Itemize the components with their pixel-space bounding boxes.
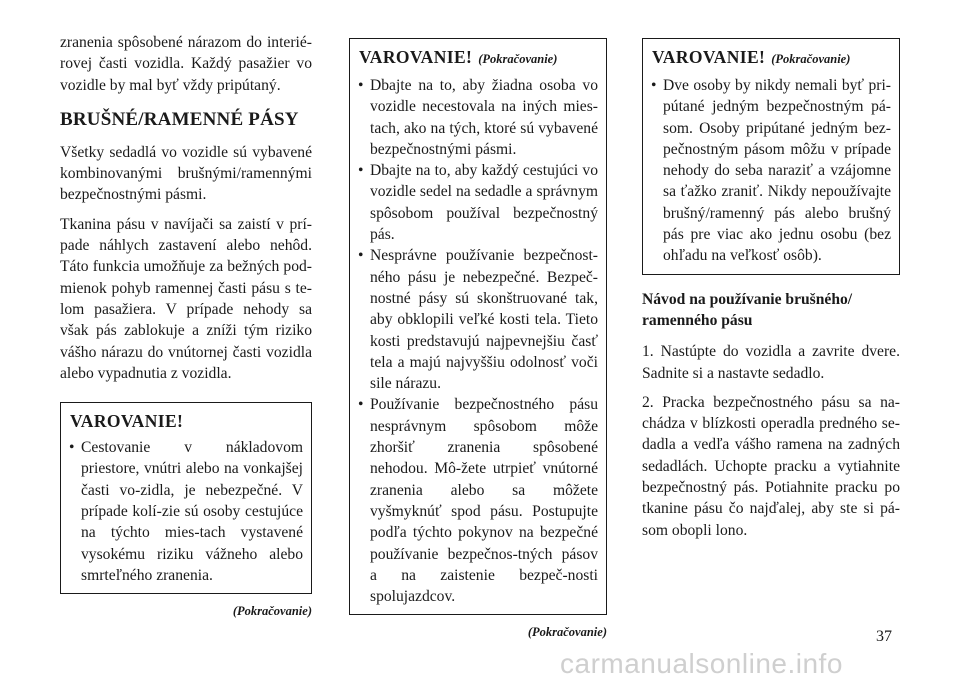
warning-item: • Používanie bezpečnostného pásu nesprávnym spôsobom môže zhoršiť zranenia spôsobené nehodou. Mô-žete utrpieť vnútorné zranenia alebo sa môžete vyšmyknúť spod pásu. Postupujte podľa týchto pokynov na bezpečné používanie bezpečnos-tných pásov a na zaistenie bezpeč-nosti spolujazdcov. [359,394,598,607]
warning-list [359,75,598,607]
instructions-subheading: Návod na používanie brušného/ ramenného pásu [642,290,853,329]
warning-title [652,45,891,71]
column-left [60,32,312,619]
warning-continued-label: (Pokračovanie) [771,52,851,66]
warning-continued-label: (Pokračovanie) [478,52,558,66]
step-1-paragraph: 1. Nastúpte do vozidla a zavrite dvere. Sadnite si a nastavte sedadlo. [642,343,900,382]
warning-title-text: VAROVANIE! [652,47,766,67]
warning-item: • Nesprávne používanie bezpečnost-ného pásu je nebezpečné. Bezpeč-nostné pásy sú skonštruované tak, aby obklopili veľké kosti tela. Tieto kosti predstavujú najpevnejšiu časť tela a majú najvyššiu odolnosť voči sile nárazu. [359,245,598,394]
paragraph-seats: Všetky sedadlá vo vozidle sú vybavené kombinovanými brušnými/ramennými bezpečnostnými pásmi. [60,143,312,204]
step-2-paragraph: 2. Pracka bezpečnostného pásu sa na-chádza v blízkosti operadla predného se-dadla a vedľa vášho ramena na zadných sedadlách. Uchopte pracku a vytiahnite bezpečnostný pás. Potiahnite pracku po tkanine pásu čo najďalej, aby ste si pá-som obopli lono. [642,393,900,539]
warning-box [60,402,312,594]
warning-list [652,75,891,267]
warning-title-text: VAROVANIE! [359,47,473,67]
page-number: 37 [876,628,892,645]
warning-item: • Cestovanie v nákladovom priestore, vnútri alebo na vonkajšej časti vo-zidla, je nebezpečné. V prípade kolí-zie sú osoby cestujúce na týchto mies-tach vystavené vysokému riziku vážneho alebo smrteľného zranenia. [70,437,303,586]
intro-paragraph: zranenia spôsobené nárazom do interié-rovej časti vozidla. Každý pasažier vo vozidle by mal byť vždy pripútaný. [60,34,312,94]
column-middle [349,38,607,640]
warning-title: VAROVANIE! [70,411,184,432]
paragraph-retractor: Tkanina pásu v navíjači sa zaistí v prí-pade náhlych zastavení alebo nehôd. Táto funkcia umožňuje za bežných pod-mienok pohyb ramennej časti pásu s te-lom pasažiera. V prípade nehody sa však pás zablokuje a zníži tým riziko vášho nárazu do vnútornej časti vozidla alebo vypadnutia z vozidla. [60,215,312,382]
column-right [642,38,900,541]
warning-item: • Dbajte na to, aby žiadna osoba vo vozidle necestovala na iných mies-tach, ako na tých, ktoré sú vybavené bezpečnostnými pásmi. [359,75,598,160]
warning-title [359,45,598,71]
continued-note: (Pokračovanie) [527,625,607,640]
section-heading: BRUŠNÉ/RAMENNÉ PÁSY [60,108,299,130]
warning-list [70,437,303,586]
watermark-text: carmanualsonline.info [560,648,843,679]
warning-box [349,38,607,615]
warning-item: • Dve osoby by nikdy nemali byť pri-pútané jedným bezpečnostným pá-som. Osoby pripútané jedným bez-pečnostným pásom môžu v prípade nehody do seba naraziť a vzájomne sa ťažko zraniť. Nikdy nepoužívajte brušný/ramenný pás alebo brušný pás pre viac ako jednu osobu (bez ohľadu na veľkosť osôb). [652,75,891,267]
continued-note: (Pokračovanie) [232,604,312,619]
warning-item: • Dbajte na to, aby každý cestujúci vo vozidle sedel na sedadle a správnym spôsobom používal bezpečnostný pás. [359,160,598,245]
warning-box [642,38,900,275]
